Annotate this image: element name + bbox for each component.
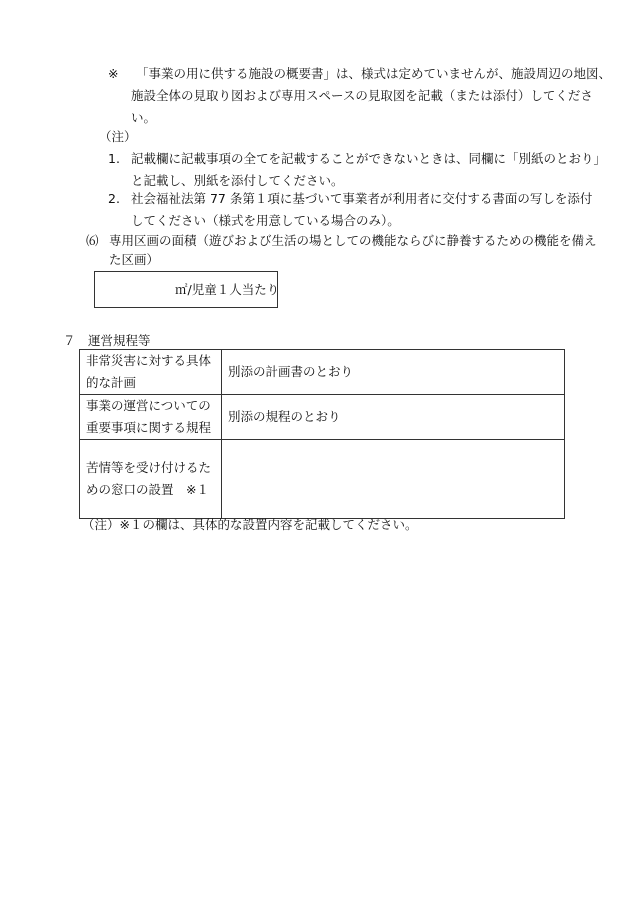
chu-item-1-num: 1. (108, 151, 120, 166)
note-line-3: い。 (131, 110, 157, 125)
row-label: 苦情等を受け付けるための窓口の設置 ※１ (80, 440, 222, 519)
row-value[interactable]: 別添の規程のとおり (222, 395, 565, 440)
section6-line-2: た区画） (109, 252, 160, 267)
rules-table (79, 349, 565, 519)
note-mark: ※ (108, 66, 119, 81)
row-label: 非常災害に対する具体的な計画 (80, 350, 222, 395)
table-row (80, 350, 565, 395)
chu-label: （注） (99, 129, 137, 144)
chu-item-1-line-1: 記載欄に記載事項の全てを記載することができないときは、同欄に「別紙のとおり」 (131, 151, 607, 166)
table-row (80, 440, 565, 519)
area-unit-label: ㎡/児童１人当たり (175, 282, 280, 297)
chu-item-2-line-2: してください（様式を用意している場合のみ）。 (131, 213, 400, 228)
table-row (80, 395, 565, 440)
section7-footnote: （注）※１の欄は、具体的な設置内容を記載してください。 (82, 517, 418, 532)
area-input-box[interactable] (94, 271, 278, 308)
chu-item-2-num: 2. (108, 191, 120, 206)
section7-heading: ７ 運営規程等 (63, 333, 151, 348)
note-line-2: 施設全体の見取り図および専用スペースの見取図を記載（または添付）してくださ (131, 88, 593, 103)
chu-item-1-line-2: と記載し、別紙を添付してください。 (131, 173, 344, 188)
section6-line-1: 専用区画の面積（遊びおよび生活の場としての機能ならびに静養するための機能を備え (109, 233, 597, 248)
note-line-1: 「事業の用に供する施設の概要書」は、様式は定めていませんが、施設周辺の地図、 (136, 66, 612, 81)
row-value[interactable] (222, 440, 565, 519)
chu-item-2-line-1: 社会福祉法第 77 条第１項に基づいて事業者が利用者に交付する書面の写しを添付 (131, 191, 593, 206)
section6-num: ⑹ (86, 233, 99, 248)
row-value[interactable]: 別添の計画書のとおり (222, 350, 565, 395)
row-label: 事業の運営についての重要事項に関する規程 (80, 395, 222, 440)
